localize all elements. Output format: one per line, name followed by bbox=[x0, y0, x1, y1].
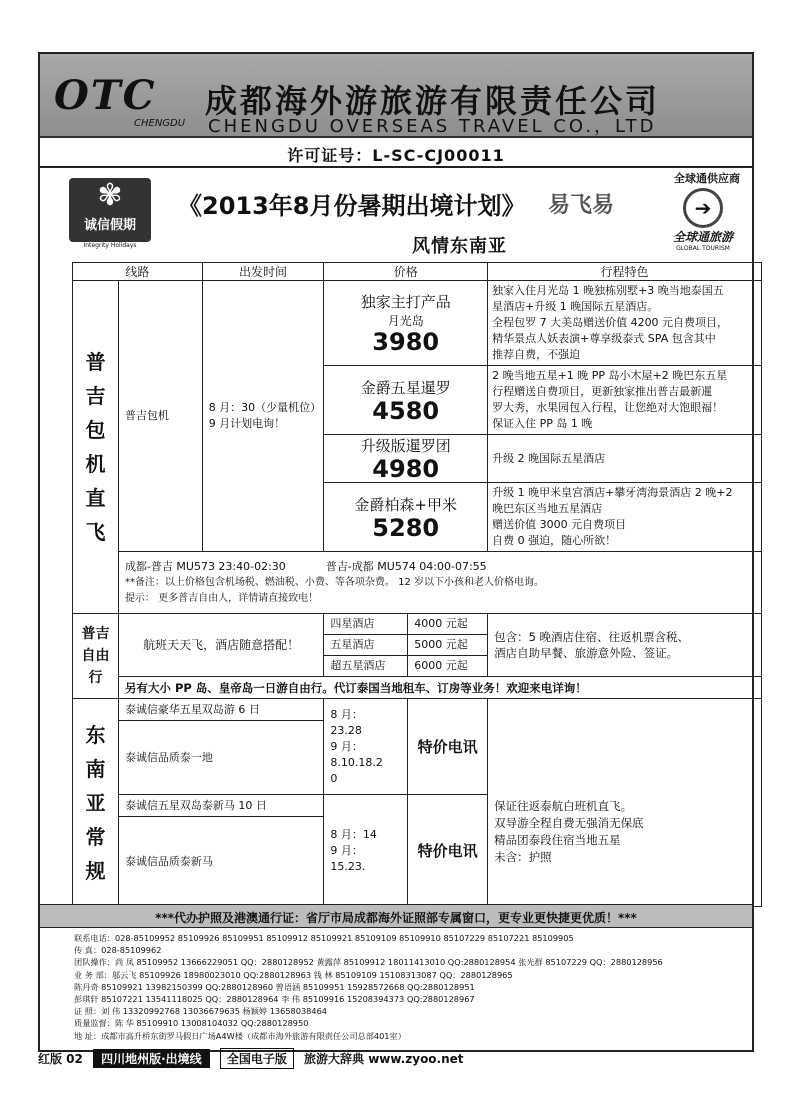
price-cell: 升级版暹罗团 4980 bbox=[324, 435, 488, 483]
itinerary-table bbox=[72, 262, 762, 907]
price-cell: 金爵柏森+甲米 5280 bbox=[324, 483, 488, 552]
contact-info bbox=[74, 932, 754, 1042]
company-name-cn: 成都海外游旅游有限责任公司 bbox=[205, 82, 661, 120]
electronic-label: 全国电子版 bbox=[220, 1048, 294, 1069]
features-cell: 升级 2 晚国际五星酒店 bbox=[488, 435, 762, 483]
contact-line: 陈丹奇 85109921 13982150399 QQ:2880128960 曾语涵 85109951 15928572668 QQ:2880128951 bbox=[74, 981, 475, 992]
tour-name: 泰诚信品质泰新马 bbox=[118, 817, 323, 907]
table-header-row bbox=[73, 263, 762, 281]
license-number: 许可证号：L-SC-CJ00011 bbox=[40, 138, 752, 168]
global-tourism-logo bbox=[668, 188, 738, 250]
section-phuket-free: 普吉自由行 bbox=[73, 614, 119, 699]
integrity-en: Integrity Holidays bbox=[83, 242, 137, 249]
header-route: 线路 bbox=[73, 263, 203, 281]
integrity-holidays-logo bbox=[69, 178, 151, 242]
section-sea-regular: 东南亚常规 bbox=[73, 699, 119, 907]
special-deal: 特价电讯 bbox=[408, 699, 488, 795]
section-phuket-charter: 普吉包机直飞 bbox=[73, 281, 119, 614]
price-cell: 金爵五星暹罗 4580 bbox=[324, 366, 488, 435]
company-name-en: CHENGDU OVERSEAS TRAVEL CO.，LTD bbox=[208, 116, 657, 137]
contact-line: 彭琪轩 85107221 13541118025 QQ：2880128964 李 伟 85109916 15208394373 QQ:2880128967 bbox=[74, 994, 475, 1005]
tour-name: 泰诚信豪华五星双岛游 6 日 bbox=[118, 699, 323, 721]
tour-dates: 8 月： 23.28 9 月： 8.10.18.2 0 bbox=[324, 699, 408, 795]
company-header bbox=[40, 54, 752, 138]
features-cell: 升级 1 晚甲米皇宫酒店+攀牙湾海景酒店 2 晚+2 晚巴东区当地五星酒店 赠送价值 3000 元自费项目 自费 0 强迫，随心所欲！ bbox=[488, 483, 762, 552]
header-price: 价格 bbox=[324, 263, 488, 281]
free-desc: 航班天天飞，酒店随意搭配！ bbox=[118, 614, 323, 677]
route-name: 普吉包机 bbox=[118, 281, 202, 552]
free-extra: 另有大小 PP 岛、皇帝岛一日游自由行。代订泰国当地租车、订房等业务！欢迎来电详询！ bbox=[118, 677, 761, 699]
hotel-price: 5000 元起 bbox=[408, 635, 488, 656]
table-row bbox=[73, 699, 762, 721]
otc-logo bbox=[54, 72, 229, 132]
promo-header bbox=[40, 170, 752, 262]
contact-line: 团队操作：尚 凤 85109952 13666229051 QQ：2880128952 黄露萍 85109912 18011413010 QQ:2880128954 张光群 85107229 QQ：2880128956 bbox=[74, 957, 663, 968]
contact-line: 联系电话：028-85109952 85109926 85109951 85109912 85109921 85109109 85109910 85107229 85107221 85109905 bbox=[74, 933, 574, 943]
page-footer bbox=[38, 1048, 470, 1069]
flower-icon: ✾ bbox=[97, 178, 123, 213]
contact-line: 证 照：刘 伟 13320992768 13036679635 杨颖婷 13658038464 bbox=[74, 1006, 328, 1017]
price-cell: 独家主打产品 月光岛 3980 bbox=[324, 281, 488, 366]
hotel-name: 五星酒店 bbox=[324, 635, 408, 656]
global-cn: 全球通旅游 bbox=[672, 230, 733, 244]
global-en: GLOBAL TOURISM bbox=[676, 245, 730, 252]
free-includes: 包含：5 晚酒店住宿、往返机票含税、 酒店自助早餐、旅游意外险、签证。 bbox=[488, 614, 762, 677]
subtitle: 风情东南亚 bbox=[412, 236, 507, 257]
logo-text: OTC bbox=[54, 72, 157, 119]
arrow-icon: ➔ bbox=[683, 188, 723, 228]
hotel-name: 超五星酒店 bbox=[324, 656, 408, 677]
brand-logo: 易飞易 bbox=[548, 193, 615, 218]
integrity-cn: 诚信假期 bbox=[83, 218, 136, 233]
tour-name: 泰诚信五星双岛泰新马 10 日 bbox=[118, 795, 323, 817]
table-row bbox=[73, 281, 762, 366]
sea-features: 保证往返泰航白班机直飞。 双导游全程自费无强消无保底 精品团泰段住宿当地五星 未含：护照 bbox=[488, 699, 762, 907]
table-row bbox=[73, 677, 762, 699]
page-number: 红版 02 bbox=[38, 1052, 83, 1066]
hotel-name: 四星酒店 bbox=[324, 614, 408, 635]
features-cell: 2 晚当地五星+1 晚 PP 岛小木屋+2 晚巴东五星 行程赠送自费项目，更新独家推出普吉最新暹 罗大秀，水果园包入行程，让您绝对大饱眼福！ 保证入住 PP 岛 1 晚 bbox=[488, 366, 762, 435]
departure-dates: 8 月：30（少量机位） 9 月计划电询！ bbox=[202, 281, 324, 552]
hotel-price: 6000 元起 bbox=[408, 656, 488, 677]
flight-notes: 成都-普吉 MU573 23:40-02:30 普吉-成都 MU574 04:00-07:55 **备注：以上价格包含机场税、燃油税、小费、等各项杂费。 12 岁以下小孩和老人价格电询。 提示： 更多普吉自由人，详情请直接致电！ bbox=[118, 552, 761, 614]
table-row bbox=[73, 552, 762, 614]
passport-banner: ***代办护照及港澳通行证：省厅市局成都海外证照部专属窗口，更专业更快捷更优质！*** bbox=[40, 904, 752, 928]
site-link[interactable]: 旅游大辞典 www.zyoo.net bbox=[304, 1052, 464, 1066]
hotel-price: 4000 元起 bbox=[408, 614, 488, 635]
tour-dates: 8 月：14 9 月： 15.23. bbox=[324, 795, 408, 907]
table-row bbox=[73, 614, 762, 635]
contact-line: 质量监督：陈 华 85109910 13008104032 QQ:2880128950 bbox=[74, 1018, 309, 1029]
contact-line: 地 址：成都市高升桥东街罗马假日广场A4W楼（成都市海外旅游有限责任公司总部401室） bbox=[74, 1030, 406, 1041]
header-departure: 出发时间 bbox=[202, 263, 324, 281]
logo-sub: CHENGDU bbox=[134, 118, 186, 129]
contact-line: 业 务 部：邬云飞 85109926 18980023010 QQ:2880128963 钱 林 85109109 15108313087 QQ：2880128965 bbox=[74, 969, 513, 980]
plan-title: 《2013年8月份暑期出境计划》 bbox=[178, 192, 526, 220]
contact-line: 传 真：028-85109962 bbox=[74, 945, 162, 956]
special-deal: 特价电讯 bbox=[408, 795, 488, 907]
edition-label: 四川地州版·出境线 bbox=[93, 1049, 210, 1068]
tour-name: 泰诚信品质泰一地 bbox=[118, 721, 323, 795]
header-features: 行程特色 bbox=[488, 263, 762, 281]
supplier-label: 全球通供应商 bbox=[674, 172, 740, 185]
features-cell: 独家入住月光岛 1 晚独栋别墅+3 晚当地泰国五 星酒店+升级 1 晚国际五星酒店。 全程包罗 7 大美岛赠送价值 4200 元自费项目， 精华景点人妖表演+尊享级泰式 SPA 包含其中 推荐自费，不强迫 bbox=[488, 281, 762, 366]
